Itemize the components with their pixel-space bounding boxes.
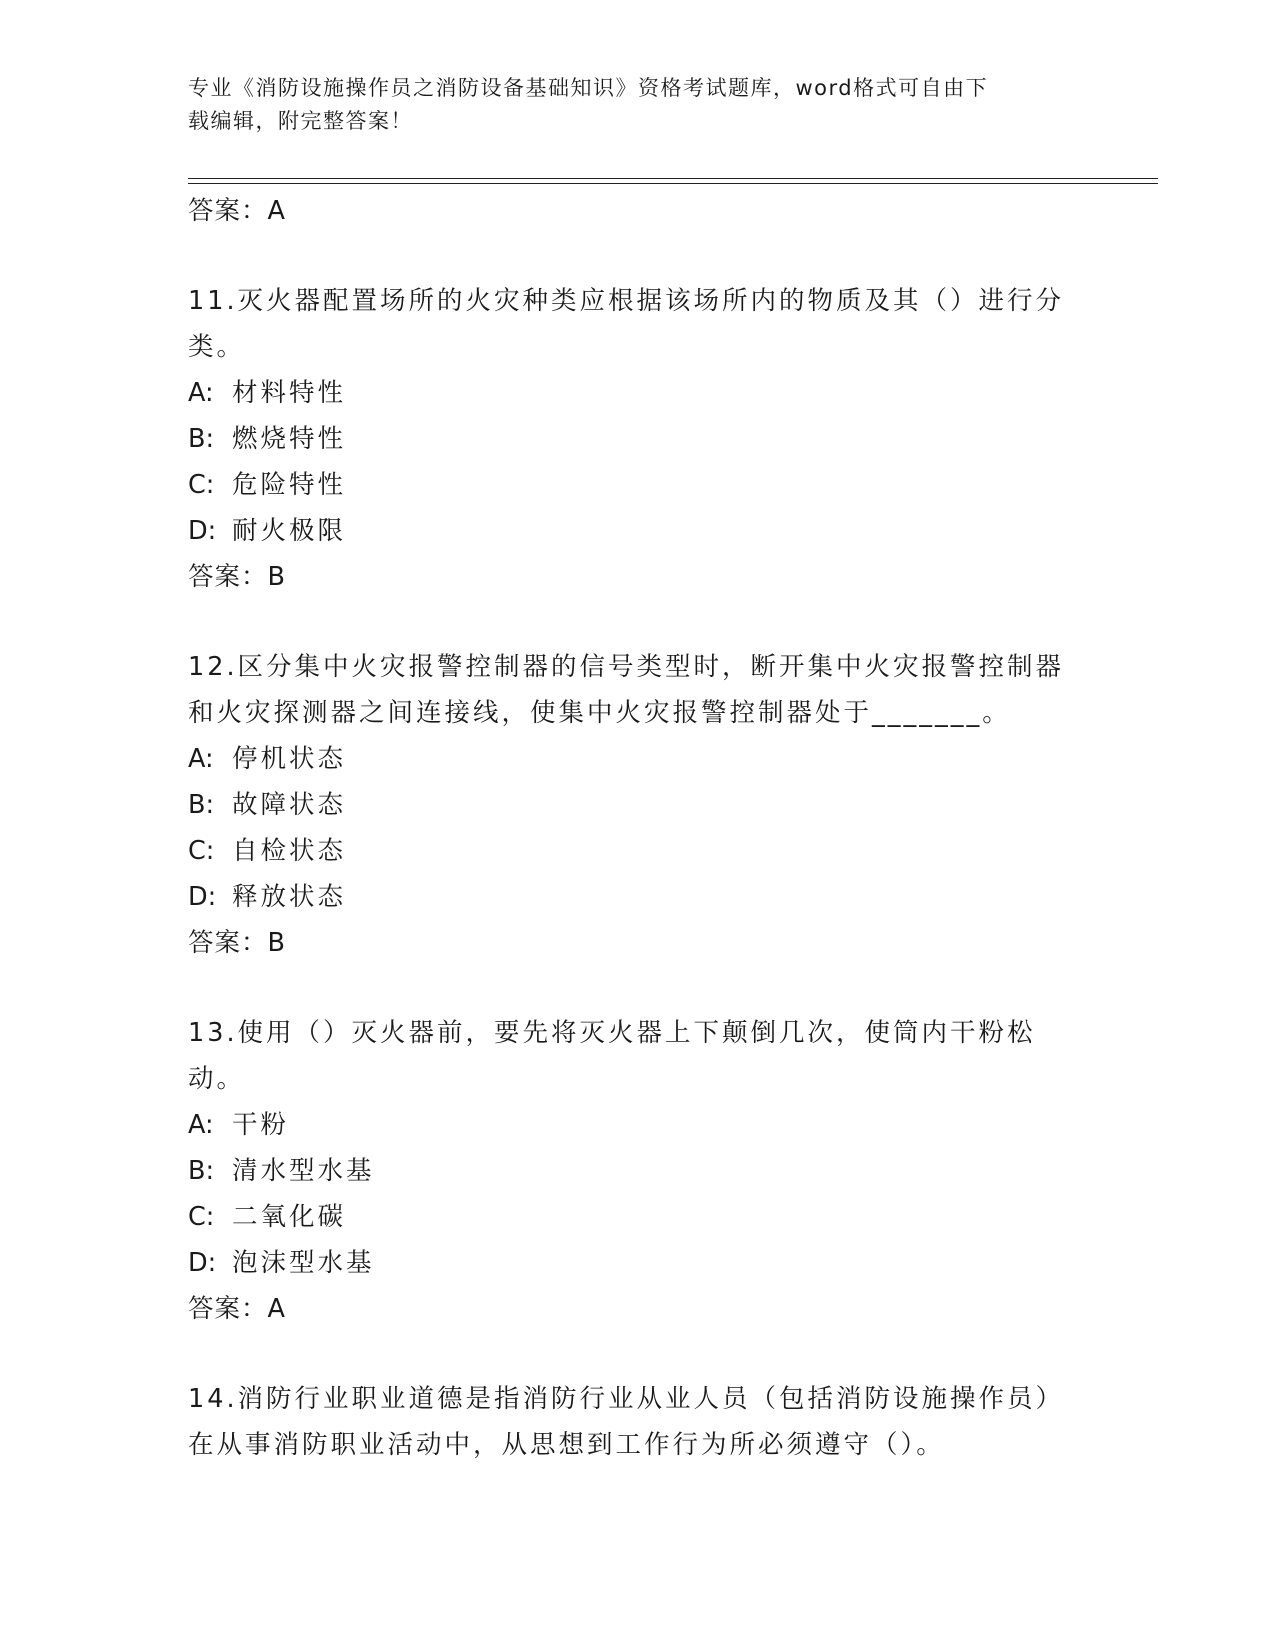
option-letter: D: [188,1248,217,1278]
option-letter: C: [188,1202,215,1232]
answer-line: 答案：B [188,562,286,592]
option-a [188,736,1088,782]
question-text: 11.灭火器配置场所的火灾种类应根据该场所内的物质及其（）进行分类。 [188,286,1065,362]
option-text: 泡沫型水基 [232,1248,375,1278]
option-b [188,782,1088,828]
option-text: 故障状态 [232,790,347,820]
question-text: 12.区分集中火灾报警控制器的信号类型时，断开集中火灾报警控制器和火灾探测器之间连接线，使集中火灾报警控制器处于_______。 [188,652,1065,728]
question-block [188,278,1088,600]
answer-line: 答案：A [188,1294,286,1324]
question-block [188,1010,1088,1332]
option-c [188,828,1088,874]
option-text: 干粉 [232,1110,290,1140]
option-a [188,1102,1088,1148]
option-letter: D: [188,516,217,546]
option-text: 危险特性 [232,470,347,500]
question-list [188,188,1088,1468]
option-c [188,462,1088,508]
header-line-1: 专业《消防设施操作员之消防设备基础知识》资格考试题库，word格式可自由下 [188,76,989,100]
question-block [188,1376,1088,1468]
question-block [188,644,1088,966]
option-text: 释放状态 [232,882,347,912]
option-d [188,508,1088,554]
option-a [188,370,1088,416]
answer-line: 答案：B [188,928,286,958]
page-header [188,72,1068,138]
header-line-2: 载编辑，附完整答案！ [188,109,413,133]
option-text: 停机状态 [232,744,347,774]
option-text: 燃烧特性 [232,424,347,454]
option-letter: C: [188,470,215,500]
option-letter: B: [188,1156,215,1186]
option-c [188,1194,1088,1240]
option-letter: C: [188,836,215,866]
option-letter: A: [188,378,214,408]
option-letter: A: [188,1110,214,1140]
option-b [188,1148,1088,1194]
option-d [188,1240,1088,1286]
option-b [188,416,1088,462]
question-text: 13.使用（）灭火器前，要先将灭火器上下颠倒几次，使筒内干粉松动。 [188,1018,1036,1094]
option-text: 自检状态 [232,836,347,866]
header-divider [188,178,1158,184]
option-letter: A: [188,744,214,774]
option-text: 耐火极限 [232,516,347,546]
answer-line: 答案：A [188,196,286,226]
option-d [188,874,1088,920]
option-text: 二氧化碳 [232,1202,347,1232]
option-letter: B: [188,790,215,820]
option-text: 清水型水基 [232,1156,375,1186]
question-text: 14.消防行业职业道德是指消防行业从业人员（包括消防设施操作员）在从事消防职业活动中，从思想到工作行为所必须遵守（）。 [188,1384,1065,1460]
option-letter: B: [188,424,215,454]
option-letter: D: [188,882,217,912]
option-text: 材料特性 [232,378,347,408]
